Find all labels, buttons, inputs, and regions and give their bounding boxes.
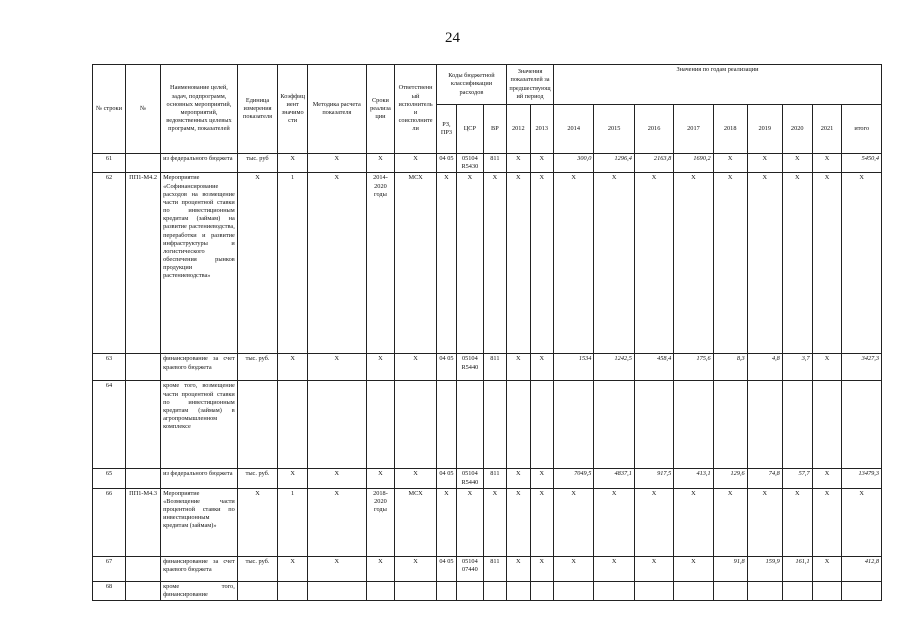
budget-table (92, 64, 882, 601)
cell-unit (237, 381, 277, 469)
cell-y2013: X (530, 488, 553, 556)
cell-y2013: X (530, 556, 553, 581)
cell-row: 65 (93, 469, 126, 488)
cell-y2014: 7049,5 (553, 469, 593, 488)
cell-terms (366, 381, 395, 469)
page-number: 24 (445, 30, 460, 46)
cell-terms: 2014-2020 годы (366, 173, 395, 354)
cell-y2020 (782, 381, 812, 469)
cell-coef (278, 581, 308, 600)
cell-y2015: X (594, 556, 634, 581)
cell-vr (483, 581, 506, 600)
header-year-values: Значения по годам реализации (553, 65, 881, 105)
header-unit: Единица измерения показателя (237, 65, 277, 154)
table-row (93, 154, 882, 173)
cell-y2014: X (553, 488, 593, 556)
cell-row: 61 (93, 154, 126, 173)
cell-y2013: X (530, 469, 553, 488)
header-terms: Сроки реализации (366, 65, 395, 154)
cell-y2021 (812, 381, 842, 469)
cell-y2013: X (530, 354, 553, 381)
cell-name: Мероприятие «Софинансирование расходов на возмещение части процентной ставки по инвестиционным кредитам (займам) на развитие растениеводства, переработки и развитие инфраструктуры и логистического обеспечения рынков продукции растениеводства» (161, 173, 238, 354)
cell-y2019 (747, 381, 782, 469)
cell-resp: МСХ (395, 488, 437, 556)
table-row (93, 354, 882, 381)
table-row (93, 173, 882, 354)
cell-name: Мероприятие «Возмещение части процентной ставки по инвестиционным кредитам (займам)» (161, 488, 238, 556)
cell-coef: X (278, 469, 308, 488)
cell-unit: тыс. руб. (237, 556, 277, 581)
cell-y2016 (634, 581, 673, 600)
cell-no (126, 381, 161, 469)
cell-y2014: X (553, 173, 593, 354)
header-responsible: Ответственный исполнитель и соисполнители (395, 65, 437, 154)
cell-y2016: X (634, 488, 673, 556)
cell-total: 5450,4 (842, 154, 882, 173)
cell-y2018: X (713, 154, 747, 173)
cell-y2018: X (713, 173, 747, 354)
cell-coef: X (278, 556, 308, 581)
table-row (93, 581, 882, 600)
cell-method: X (308, 556, 367, 581)
cell-csr (457, 581, 484, 600)
cell-name: из федерального бюджета (161, 154, 238, 173)
header-method: Методика расчета показателя (308, 65, 367, 154)
header-2016: 2016 (634, 105, 673, 154)
cell-vr: X (483, 173, 506, 354)
header-coef: Коэффициент значимости (278, 65, 308, 154)
cell-y2012 (507, 381, 530, 469)
cell-terms: X (366, 354, 395, 381)
cell-rz: 04 05 (436, 354, 456, 381)
cell-y2019: X (747, 173, 782, 354)
cell-vr: 811 (483, 469, 506, 488)
cell-y2015: X (594, 173, 634, 354)
header-rz: РЗ, ПР3 (436, 105, 456, 154)
cell-y2012: X (507, 488, 530, 556)
cell-y2012 (507, 581, 530, 600)
cell-vr: X (483, 488, 506, 556)
cell-resp: X (395, 469, 437, 488)
cell-row: 68 (93, 581, 126, 600)
cell-name: финансирование за счет краевого бюджета (161, 556, 238, 581)
cell-y2017: 413,1 (674, 469, 713, 488)
cell-y2012: X (507, 556, 530, 581)
header-2017: 2017 (674, 105, 713, 154)
cell-y2015: X (594, 488, 634, 556)
cell-method: X (308, 173, 367, 354)
cell-y2018: X (713, 488, 747, 556)
cell-y2018 (713, 581, 747, 600)
cell-y2020: 161,1 (782, 556, 812, 581)
cell-no (126, 154, 161, 173)
table-row (93, 381, 882, 469)
cell-total (842, 381, 882, 469)
cell-y2021: X (812, 469, 842, 488)
cell-y2016: X (634, 556, 673, 581)
cell-y2020: X (782, 154, 812, 173)
cell-resp: X (395, 154, 437, 173)
cell-y2017: X (674, 488, 713, 556)
cell-y2012: X (507, 469, 530, 488)
cell-y2015: 1296,4 (594, 154, 634, 173)
cell-y2014: 300,0 (553, 154, 593, 173)
cell-csr: X (457, 488, 484, 556)
cell-total: 3427,3 (842, 354, 882, 381)
cell-vr: 811 (483, 556, 506, 581)
cell-csr (457, 381, 484, 469)
header-2013: 2013 (530, 105, 553, 154)
cell-y2018: 8,3 (713, 354, 747, 381)
cell-y2017: 1690,2 (674, 154, 713, 173)
cell-row: 64 (93, 381, 126, 469)
cell-y2012: X (507, 173, 530, 354)
cell-total: 13479,3 (842, 469, 882, 488)
cell-unit: тыс. руб. (237, 354, 277, 381)
cell-row: 66 (93, 488, 126, 556)
cell-y2013 (530, 581, 553, 600)
cell-y2019: 159,9 (747, 556, 782, 581)
cell-coef: X (278, 354, 308, 381)
cell-y2014 (553, 381, 593, 469)
header-total: итого (842, 105, 882, 154)
cell-y2012: X (507, 154, 530, 173)
cell-y2016: 2163,8 (634, 154, 673, 173)
cell-y2015: 4837,1 (594, 469, 634, 488)
cell-y2015: 1242,5 (594, 354, 634, 381)
cell-rz: 04 05 (436, 469, 456, 488)
cell-total: X (842, 488, 882, 556)
cell-method (308, 381, 367, 469)
header-2015: 2015 (594, 105, 634, 154)
cell-y2016: 458,4 (634, 354, 673, 381)
cell-y2017 (674, 381, 713, 469)
cell-resp: X (395, 556, 437, 581)
header-vr: ВР (483, 105, 506, 154)
header-name: Наименование целей, задач, подпрограмм, основных мероприятий, мероприятий, ведомственных целевых программ, показателей (161, 65, 238, 154)
cell-resp: X (395, 354, 437, 381)
cell-y2017: X (674, 556, 713, 581)
cell-y2017 (674, 581, 713, 600)
cell-no: ПП1-М4.3 (126, 488, 161, 556)
header-2020: 2020 (782, 105, 812, 154)
cell-resp: МСХ (395, 173, 437, 354)
cell-resp (395, 381, 437, 469)
cell-rz: X (436, 488, 456, 556)
cell-name: кроме того, возмещение части процентной ставки по инвестиционным кредитам (займам) в агропромышленном комплексе (161, 381, 238, 469)
cell-y2021 (812, 581, 842, 600)
cell-csr: 05104 07440 (457, 556, 484, 581)
cell-y2014 (553, 581, 593, 600)
cell-y2018: 91,8 (713, 556, 747, 581)
cell-y2020: 3,7 (782, 354, 812, 381)
cell-y2013 (530, 381, 553, 469)
cell-unit: X (237, 173, 277, 354)
cell-name: из федерального бюджета (161, 469, 238, 488)
cell-rz: X (436, 173, 456, 354)
cell-y2017: 175,6 (674, 354, 713, 381)
cell-y2012: X (507, 354, 530, 381)
cell-rz (436, 581, 456, 600)
cell-unit (237, 581, 277, 600)
cell-y2021: X (812, 488, 842, 556)
cell-csr: 05104 R5440 (457, 354, 484, 381)
cell-terms: 2018-2020 годы (366, 488, 395, 556)
cell-vr (483, 381, 506, 469)
cell-csr: X (457, 173, 484, 354)
cell-method: X (308, 488, 367, 556)
cell-y2014: X (553, 556, 593, 581)
cell-total: 412,8 (842, 556, 882, 581)
cell-rz (436, 381, 456, 469)
cell-y2020 (782, 581, 812, 600)
cell-y2019: 74,8 (747, 469, 782, 488)
cell-method (308, 581, 367, 600)
cell-rz: 04 05 (436, 154, 456, 173)
cell-y2021: X (812, 354, 842, 381)
cell-row: 63 (93, 354, 126, 381)
cell-row: 67 (93, 556, 126, 581)
cell-y2019: X (747, 154, 782, 173)
cell-csr: 05104 R5430 (457, 154, 484, 173)
cell-y2013: X (530, 154, 553, 173)
cell-y2017: X (674, 173, 713, 354)
cell-no (126, 469, 161, 488)
header-prev-values: Значения показателей за предшествующий период (507, 65, 554, 105)
cell-y2020: X (782, 173, 812, 354)
cell-no (126, 556, 161, 581)
cell-y2015 (594, 381, 634, 469)
cell-unit: тыс. руб. (237, 469, 277, 488)
cell-name: кроме того, финансирование (161, 581, 238, 600)
cell-method: X (308, 354, 367, 381)
cell-coef: 1 (278, 173, 308, 354)
cell-y2016 (634, 381, 673, 469)
cell-terms (366, 581, 395, 600)
table-row (93, 488, 882, 556)
cell-method: X (308, 469, 367, 488)
cell-y2013: X (530, 173, 553, 354)
cell-y2014: 1534 (553, 354, 593, 381)
cell-unit: тыс. руб (237, 154, 277, 173)
cell-coef: X (278, 154, 308, 173)
cell-vr: 811 (483, 354, 506, 381)
cell-y2019 (747, 581, 782, 600)
cell-y2018: 129,6 (713, 469, 747, 488)
cell-resp (395, 581, 437, 600)
cell-total: X (842, 173, 882, 354)
header-no: № (126, 65, 161, 154)
cell-rz: 04 05 (436, 556, 456, 581)
header-2014: 2014 (553, 105, 593, 154)
cell-method: X (308, 154, 367, 173)
cell-y2016: X (634, 173, 673, 354)
cell-y2021: X (812, 173, 842, 354)
cell-y2019: 4,8 (747, 354, 782, 381)
cell-terms: X (366, 469, 395, 488)
cell-y2019: X (747, 488, 782, 556)
cell-y2021: X (812, 556, 842, 581)
cell-name: финансирование за счет краевого бюджета (161, 354, 238, 381)
cell-csr: 05104 R5440 (457, 469, 484, 488)
cell-no (126, 581, 161, 600)
cell-y2015 (594, 581, 634, 600)
cell-no (126, 354, 161, 381)
table-row (93, 469, 882, 488)
header-2012: 2012 (507, 105, 530, 154)
cell-coef: 1 (278, 488, 308, 556)
header-budget-codes: Коды бюджетной классификации расходов (436, 65, 506, 105)
cell-y2016: 917,5 (634, 469, 673, 488)
cell-coef (278, 381, 308, 469)
header-2018: 2018 (713, 105, 747, 154)
cell-y2020: X (782, 488, 812, 556)
cell-terms: X (366, 154, 395, 173)
cell-terms: X (366, 556, 395, 581)
cell-y2021: X (812, 154, 842, 173)
cell-y2020: 57,7 (782, 469, 812, 488)
cell-y2018 (713, 381, 747, 469)
cell-row: 62 (93, 173, 126, 354)
header-2021: 2021 (812, 105, 842, 154)
header-row-no: № строки (93, 65, 126, 154)
header-2019: 2019 (747, 105, 782, 154)
header-csr: ЦСР (457, 105, 484, 154)
cell-unit: X (237, 488, 277, 556)
cell-no: ПП1-М4.2 (126, 173, 161, 354)
cell-vr: 811 (483, 154, 506, 173)
table-row (93, 556, 882, 581)
cell-total (842, 581, 882, 600)
